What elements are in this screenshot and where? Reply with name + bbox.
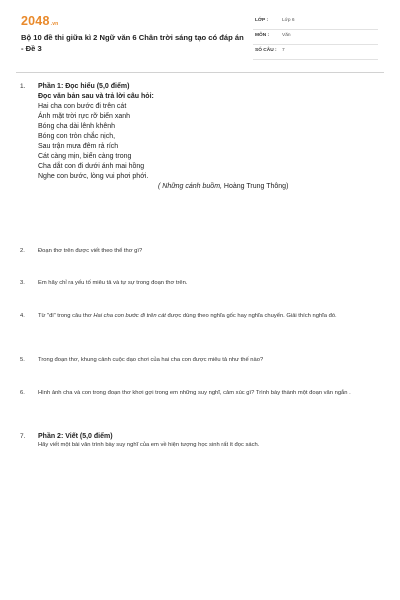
- document-title: Bộ 10 đề thi giữa kì 2 Ngữ văn 6 Chân trời sáng tạo có đáp án - Đề 3: [21, 33, 244, 53]
- meta-value: Văn: [282, 33, 291, 38]
- question-body: [38, 432, 382, 450]
- question-number: 5.: [20, 357, 25, 363]
- poem-line: Hai cha con bước đi trên cát: [38, 103, 127, 110]
- question-7: [20, 432, 382, 454]
- question-text: Em hãy chỉ ra yếu tố miêu tả và tự sự trong đoạn thơ trên.: [38, 280, 188, 286]
- question-text: Hình ảnh cha và con trong đoạn thơ khơi gợi trong em những suy nghĩ, cảm xúc gì? Trình bày thành một đoạn văn ngắn .: [38, 390, 351, 396]
- question-number: 1.: [20, 83, 26, 90]
- part-title: Phần 2: Viết (5,0 điểm): [38, 433, 113, 440]
- logo-main-text: 2048: [21, 14, 50, 28]
- question-text-part: Từ "đi" trong câu thơ: [38, 313, 94, 319]
- poem-line: Bóng cha dài lênh khênh: [38, 123, 116, 130]
- poem-line: Sau trận mưa đêm rả rích: [38, 143, 119, 150]
- question-text-part: được dùng theo nghĩa gốc hay nghĩa chuyển. Giải thích nghĩa đó.: [165, 313, 337, 319]
- question-number: 3.: [20, 280, 25, 286]
- question-text: Đoạn thơ trên được viết theo thể thơ gì?: [38, 248, 143, 254]
- meta-row-class: [253, 14, 378, 30]
- attribution-source: ( Những cánh buồm,: [158, 183, 222, 190]
- poem-line: Bóng con tròn chắc nịch,: [38, 133, 116, 140]
- attribution-author: Hoàng Trung Thông): [221, 183, 289, 190]
- question-text: Trong đoạn thơ, khung cảnh cuộc dạo chơi của hai cha con được miêu tả như thế nào?: [38, 357, 264, 363]
- meta-value: Lớp 6: [282, 18, 295, 23]
- question-4: [20, 312, 382, 332]
- poem-line: Cha dắt con đi dưới ánh mai hồng: [38, 163, 145, 170]
- question-6: [20, 389, 382, 409]
- question-number: 7.: [20, 433, 26, 440]
- meta-key: SỐ CÂU :: [255, 48, 277, 53]
- meta-row-subject: [253, 29, 378, 45]
- question-number: 4.: [20, 313, 25, 319]
- poem-line: Ánh mặt trời rực rỡ biển xanh: [38, 113, 131, 120]
- question-text: Hãy viết một bài văn trình bày suy nghĩ của em về hiện tượng học sinh rất ít đọc sách.: [38, 442, 260, 448]
- poem-attribution: [38, 182, 382, 192]
- quoted-verse: Hai cha con bước đi trên cát: [93, 313, 166, 319]
- meta-key: MÔN :: [255, 33, 270, 38]
- poem-line: Nghe con bước, lòng vui phơi phới.: [38, 173, 149, 180]
- question-2: [20, 247, 382, 259]
- logo-suffix-text: .vn: [50, 21, 59, 27]
- meta-key: LỚP :: [255, 18, 269, 23]
- question-1: [20, 82, 382, 232]
- question-number: 2.: [20, 248, 25, 254]
- question-body: [38, 82, 382, 192]
- instruction: Đọc văn bản sau và trả lời câu hỏi:: [38, 93, 154, 100]
- question-text: [38, 312, 382, 321]
- header-divider: [16, 72, 384, 73]
- meta-row-count: [253, 44, 378, 60]
- part-title: Phần 1: Đọc hiểu (5,0 điểm): [38, 83, 130, 90]
- question-3: [20, 279, 382, 291]
- question-number: 6.: [20, 390, 25, 396]
- meta-value: 7: [282, 48, 285, 53]
- question-5: [20, 356, 382, 368]
- poem-line: Cát càng mịn, biển càng trong: [38, 153, 132, 160]
- site-logo[interactable]: [21, 14, 58, 28]
